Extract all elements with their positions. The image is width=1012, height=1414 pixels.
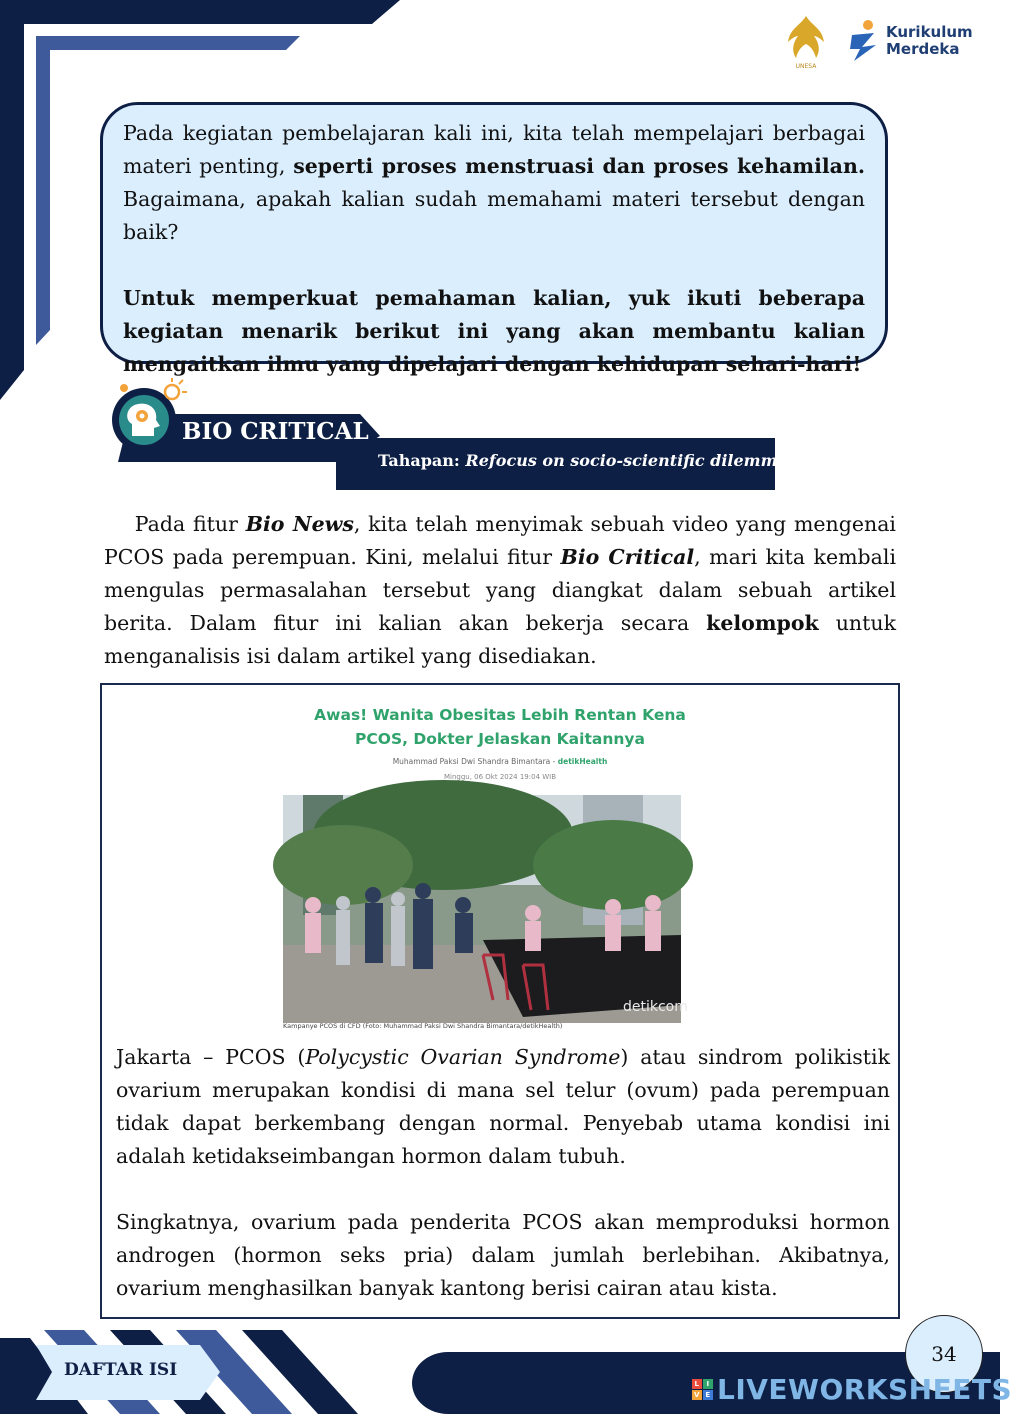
intro-box [100, 102, 888, 376]
article-author: Muhammad Paksi Dwi Shandra Bimantara - detikHealth [392, 757, 608, 766]
article-headline: Awas! Wanita Obesitas Lebih Rentan Kena PCOS, Dokter Jelaskan Kaitannya [314, 706, 686, 748]
unesa-logo [782, 12, 830, 70]
stage-label: Tahapan: Refocus on socio-scientific dilemma [378, 451, 788, 470]
kurikulum-text: Kurikulum [886, 23, 973, 41]
kurikulum-merdeka-logo [848, 16, 978, 66]
liveworksheets-icon: L I V E [692, 1379, 713, 1400]
intro-paragraph-1: Pada kegiatan pembelajaran kali ini, kita telah mempelajari berbagai materi penting, seperti proses menstruasi dan proses kehamilan. Bagaimana, apakah kalian sudah memahami materi tersebut dengan baik? [123, 121, 865, 244]
news-article-box [100, 683, 900, 1319]
unesa-logo-label: UNESA [795, 63, 817, 70]
intro-paragraph-2: Untuk memperkuat pemahaman kalian, yuk ikuti beberapa kegiatan menarik berikut ini yang akan membantu kalian mengaitkan ilmu yang dipelajari dengan kehidupan sehari-hari! [123, 286, 865, 376]
page-number: 34 [905, 1315, 983, 1393]
article-date: Minggu, 06 Okt 2024 19:04 WIB [443, 773, 557, 781]
photo-watermark: detikcom [623, 999, 688, 1015]
merdeka-text: Merdeka [886, 40, 960, 58]
photo-caption: Kampanye PCOS di CFD (Foto: Muhammad Paksi Dwi Shandra Bimantara/detikHealth) [283, 1022, 563, 1030]
kurikulum-merdeka-icon [848, 19, 880, 63]
article-paragraph-2: Singkatnya, ovarium pada penderita PCOS akan memproduksi hormon androgen (hormon seks pria) dalam jumlah berlebihan. Akibatnya, ovarium menghasilkan banyak kantong berisi cairan atau kista. [116, 1210, 890, 1300]
article-body [116, 1041, 890, 1305]
liveworksheets-logo: L I V E LIVEWORKSHEETS [692, 1373, 1012, 1406]
bio-critical-intro-paragraph: Pada fitur Bio News, kita telah menyimak sebuah video yang mengenai PCOS pada perempuan. Kini, melalui fitur Bio Critical, mari kita kembali mengulas permasalahan tersebut yang diangkat dalam sebuah artikel berita. Dalam fitur ini kalian akan bekerja secara kelompok untuk menganalisis isi dalam artikel yang disediakan. [104, 512, 897, 668]
article-photo [283, 795, 688, 1023]
section-title: BIO CRITICAL [182, 418, 369, 445]
article-paragraph-1: Jakarta – PCOS (Polycystic Ovarian Syndrome) atau sindrom polikistik ovarium merupakan kondisi di mana sel telur (ovum) pada perempuan tidak dapat berkembang dengan normal. Penyebab utama kondisi ini adalah ketidakseimbangan hormon dalam tubuh. [116, 1045, 890, 1168]
daftar-isi-button[interactable]: DAFTAR ISI [64, 1360, 178, 1380]
